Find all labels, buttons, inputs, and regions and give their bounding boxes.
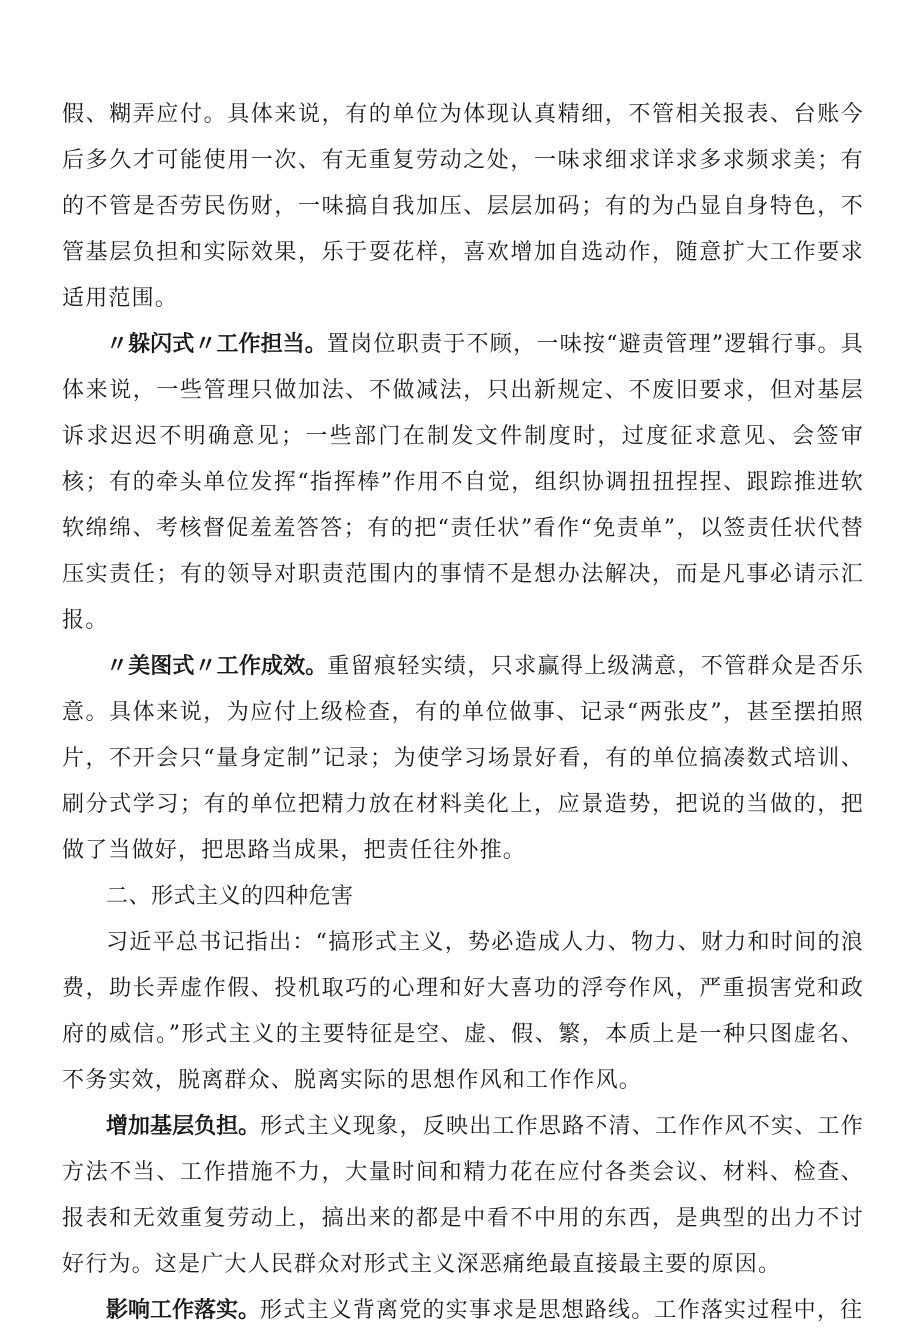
paragraph-lead: 〃躲闪式〃工作担当。 <box>106 332 327 357</box>
paragraph-lead: 〃美图式〃工作成效。 <box>106 654 328 679</box>
paragraph-text: 重留痕轻实绩，只求赢得上级满意，不管群众是否乐意。具体来说，为应付上级检查，有的单位做事、记录“两张皮”，甚至摆拍照片，不开会只“量身定制”记录；为使学习场景好看，有的单位搞凑数式培训、刷分式学习；有的单位把精力放在材料美化上，应景造势，把说的当做的，把做了当做好，把思路当成果，把责任往外推。 <box>62 654 864 863</box>
paragraph-burden <box>62 1104 864 1288</box>
paragraph-implementation <box>62 1288 864 1334</box>
paragraph-lead: 增加基层负担。 <box>106 1114 261 1139</box>
document-page <box>62 92 864 1334</box>
section-heading: 二、形式主义的四种危害 <box>106 884 354 909</box>
paragraph-lead: 影响工作落实。 <box>106 1298 261 1323</box>
paragraph-dodging-responsibility <box>62 322 864 644</box>
paragraph-text: 习近平总书记指出：“搞形式主义，势必造成人力、物力、财力和时间的浪费，助长弄虚作假、投机取巧的心理和好大喜功的浮夸作风，严重损害党和政府的威信。”形式主义的主要特征是空、虚、假、繁，本质上是一种只图虚名、不务实效，脱离群众、脱离实际的思想作风和工作作风。 <box>62 930 864 1093</box>
paragraph-beautified-results <box>62 644 864 874</box>
paragraph-quote <box>62 920 864 1104</box>
paragraph-intro-continued <box>62 92 864 322</box>
paragraph-text: 形式主义现象，反映出工作思路不清、工作作风不实、工作方法不当、工作措施不力，大量时间和精力花在应付各类会议、材料、检查、报表和无效重复劳动上，搞出来的都是中看不中用的东西，是典型的出力不讨好行为。这是广大人民群众对形式主义深恶痛绝最直接最主要的原因。 <box>62 1114 864 1277</box>
paragraph-text: 假、糊弄应付。具体来说，有的单位为体现认真精细，不管相关报表、台账今后多久才可能使用一次、有无重复劳动之处，一味求细求详求多求频求美；有的不管是否劳民伤财，一味搞自我加压、层层加码；有的为凸显自身特色，不管基层负担和实际效果，乐于耍花样，喜欢增加自选动作，随意扩大工作要求适用范围。 <box>62 102 864 311</box>
paragraph-text: 形式主义背离党的实事求是思想路线。工作落实过程中，往 <box>260 1298 864 1323</box>
paragraph-text: 置岗位职责于不顾，一味按“避责管理”逻辑行事。具体来说，一些管理只做加法、不做减法，只出新规定、不废旧要求，但对基层诉求迟迟不明确意见；一些部门在制发文件制度时，过度征求意见、会签审核；有的牵头单位发挥“指挥棒”作用不自觉，组织协调扭扭捏捏、跟踪推进软软绵绵、考核督促羞羞答答；有的把“责任状”看作“免责单”，以签责任状代替压实责任；有的领导对职责范围内的事情不是想办法解决，而是凡事必请示汇报。 <box>62 332 864 633</box>
